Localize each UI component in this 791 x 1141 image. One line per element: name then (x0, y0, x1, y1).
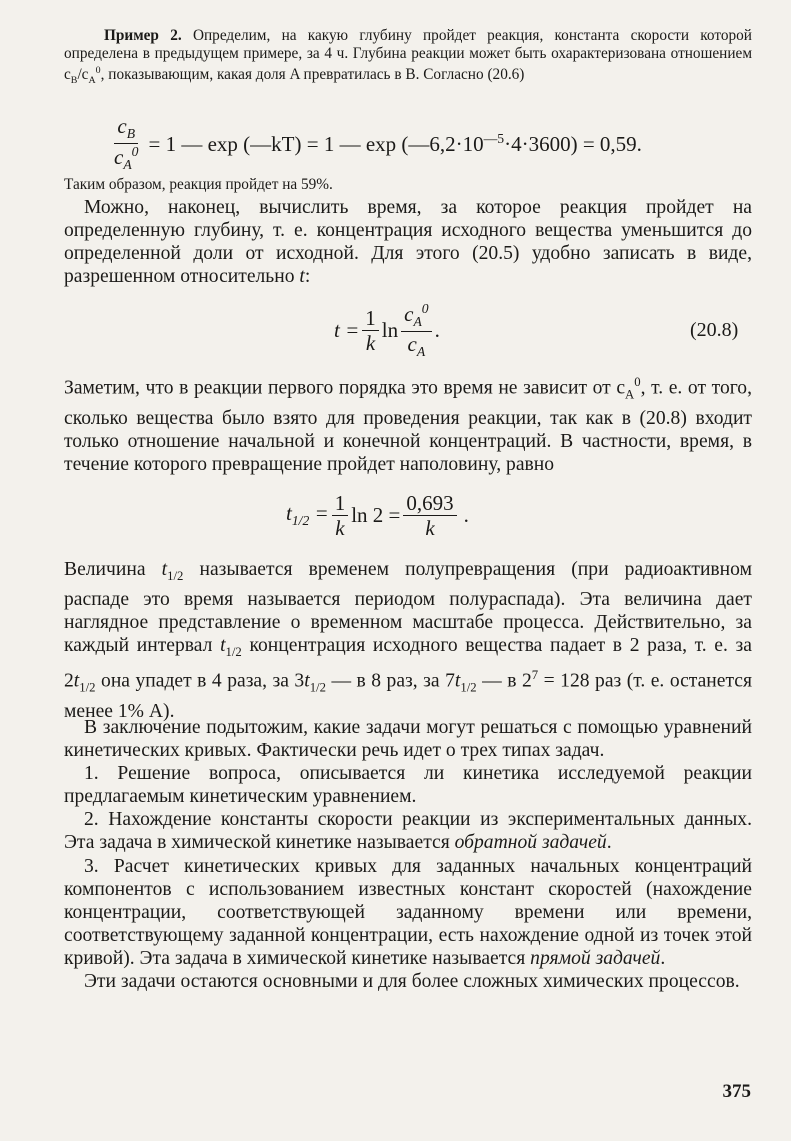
list-item: 3. Расчет кинетических кривых для заданных начальных концентраций компонентов с использованием известных констант скоростей (нахождение концентрации, соответствующей заданному времени или времени, соответствующему заданной концентрации, есть нахождение одной из точек этой кривой). Эта задача в химической кинетике называется прямой задачей. (64, 855, 752, 969)
example-text: Определим, на какую глубину пройдет реакция, константа скорости которой определена в предыдущем примере, за 4 ч. Глубина реакции может быть охарактеризована отношением $c_B/c_A^0$, показывающим, какая доля A превратилась в B. Согласно (20.6) (64, 27, 752, 87)
example-block (64, 27, 752, 90)
equation-20-8: t = $\frac{1}{k}$ ln $\frac{c_A^0}{c_A}$ . (334, 301, 440, 359)
eq1-denominator: $c_A^0$ (114, 143, 139, 172)
page-number: 375 (722, 1081, 751, 1102)
equation-half-life: $t_{1/2}$ = $\frac{1}{k}$ ln 2 = $\frac{0,693}{k}$ . (286, 491, 469, 541)
equation-depth (108, 115, 642, 172)
paragraph-half-life: Величина $t_{1/2}$ называется временем полупревращения (при радиоактивном распаде это время называется периодом полураспада). Эта величина дает наглядное представление о временном масштабе процесса. Действительно, за каждый интервал $t_{1/2}$ концентрация исходного вещества падает в 2 раза, т. е. за $2t_{1/2}$ она упадет в 4 раза, за $3t_{1/2}$ — в 8 раз, за $7t_{1/2}$ — в $2^7 = 128$ раз (т. е. останется менее 1% A). (64, 559, 752, 722)
example-label: Пример 2. (104, 27, 182, 44)
equation-number: (20.8) (690, 319, 739, 341)
list-item: 2. Нахождение константы скорости реакции из экспериментальных данных. Эта задача в химической кинетике называется обратной задачей. (64, 809, 752, 854)
paragraph-time-intro: Можно, наконец, вычислить время, за которое реакция пройдет на определенную глубину, т. е. концентрация исходного вещества уменьшится до определенной доли от исходной. Для этого (20.5) удобно записать в виде, разрешенном относительно t: (64, 197, 752, 288)
list-item: 1. Решение вопроса, описывается ли кинетика исследуемой реакции предлагаемым кинетическим уравнением. (64, 763, 752, 808)
eq1-numerator: $c_B$ (114, 115, 138, 144)
eq1-rhs: = 1 — exp (—kT) = 1 — $\exp (—6,2\cdot 10^{—5}\cdot 4\cdot 3600) = 0,59$. (148, 130, 642, 156)
paragraph-first-order: Заметим, что в реакции первого порядка это время не зависит от $c_A^0$, т. е. от того, сколько вещества было взято для проведения реакции, так как в (20.8) входит только отношение начальной и конечной концентраций. В частности, время, в течение которого превращение пройдет наполовину, равно (64, 375, 752, 475)
example-result: Таким образом, реакция пройдет на 59%. (64, 176, 333, 193)
paragraph-summary: В заключение подытожим, какие задачи могут решаться с помощью уравнений кинетических кривых. Фактически речь идет о трех типах задач. 1. Решение вопроса, описывается ли кинетика исследуемой реакции предлагаемым кинетическим уравнением. 2. Нахождение константы скорости реакции из экспериментальных данных. Эта задача в химической кинетике называется обратной задачей. 3. Расчет кинетических кривых для заданных начальных концентраций компонентов с использованием известных констант скоростей (нахождение концентрации, соответствующей заданному времени или времени, соответствующему заданной концентрации, есть нахождение одной из точек этой кривой). Эта задача в химической кинетике называется прямой задачей. Эти задачи остаются основными и для более сложных химических процессов. (64, 717, 752, 993)
